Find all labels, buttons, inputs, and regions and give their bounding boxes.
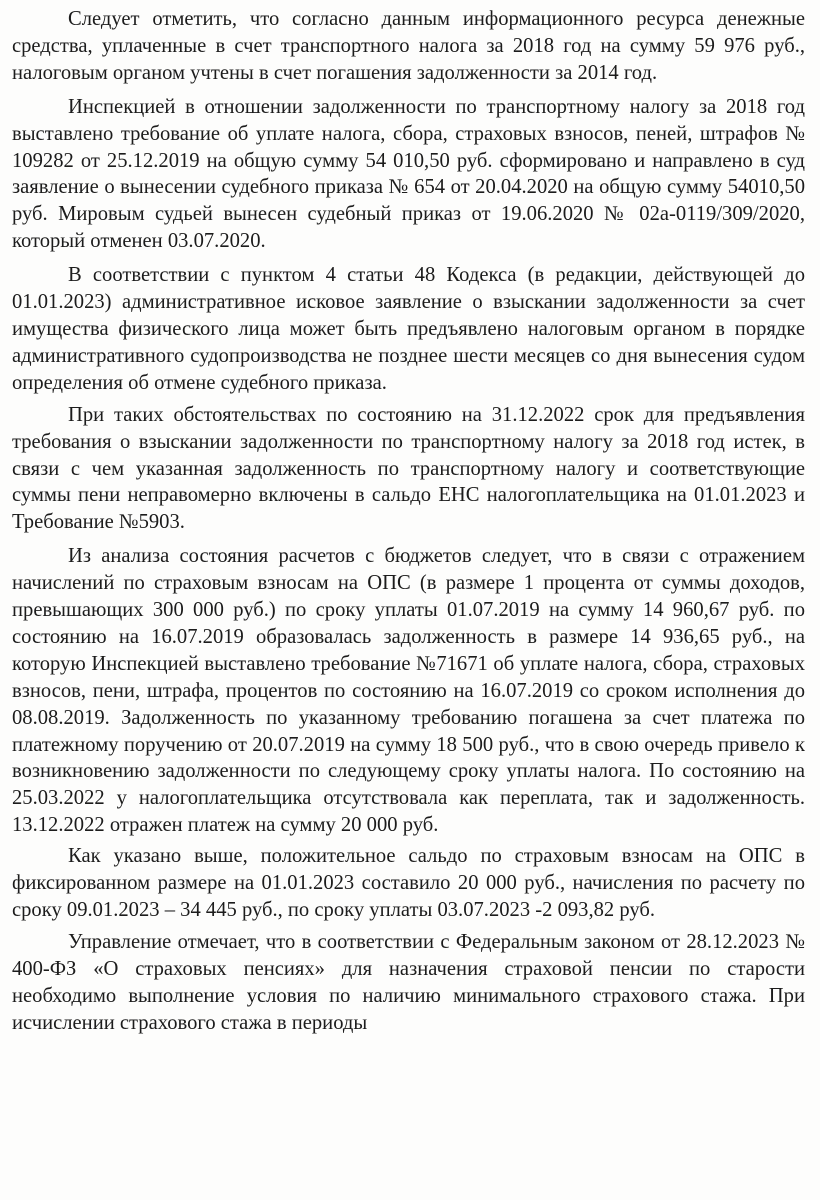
paragraph-6: Как указано выше, положительное сальдо по страховым взносам на ОПС в фиксированном размере на 01.01.2023 составило 20 000 руб., начисления по расчету по сроку 09.01.2023 – 34 445 руб., по сроку уплаты 03.07.2023 -2 093,82 руб. bbox=[12, 845, 805, 921]
paragraph-2: Инспекцией в отношении задолженности по транспортному налогу за 2018 год выставлено требование об уплате налога, сбора, страховых взносов, пеней, штрафов № 109282 от 25.12.2019 на общую сумму 54 010,50 руб. сформировано и направлено в суд заявление о вынесении судебного приказа № 654 от 20.04.2020 на общую сумму 54010,50 руб. Мировым судьей вынесен судебный приказ от 19.06.2020 № 02а-0119/309/2020, который отменен 03.07.2020. bbox=[12, 95, 805, 253]
paragraph-1: Следует отметить, что согласно данным информационного ресурса денежные средства, уплаченные в счет транспортного налога за 2018 год на сумму 59 976 руб., налоговым органом учтены в счет погашения задолженности за 2014 год. bbox=[12, 8, 805, 84]
paragraph-5: Из анализа состояния расчетов с бюджетов следует, что в связи с отражением начислений по страховым взносам на ОПС (в размере 1 процента от суммы доходов, превышающих 300 000 руб.) по сроку уплаты 01.07.2019 на сумму 14 960,67 руб. по состоянию на 16.07.2019 образовалась задолженность в размере 14 936,65 руб., на которую Инспекцией выставлено требование №71671 об уплате налога, сбора, страховых взносов, пени, штрафа, процентов по состоянию на 16.07.2019 со сроком исполнения до 08.08.2019. Задолженность по указанному требованию погашена за счет платежа по платежному поручению от 20.07.2019 на сумму 18 500 руб., что в свою очередь привело к возникновению задолженности по следующему сроку уплаты налога. По состоянию на 25.03.2022 у налогоплательщика отсутствовала как переплата, так и задолженность. 13.12.2022 отражен платеж на сумму 20 000 руб. bbox=[12, 545, 805, 837]
paragraph-7: Управление отмечает, что в соответствии с Федеральным законом от 28.12.2023 № 400-ФЗ «О страховых пенсиях» для назначения страховой пенсии по старости необходимо выполнение условия по наличию минимального страхового стажа. При исчислении страхового стажа в периоды bbox=[12, 930, 805, 1034]
paragraph-3: В соответствии с пунктом 4 статьи 48 Кодекса (в редакции, действующей до 01.01.2023) административное исковое заявление о взыскании задолженности за счет имущества физического лица может быть предъявлено налоговым органом в порядке административного судопроизводства не позднее шести месяцев со дня вынесения судом определения об отмене судебного приказа. bbox=[12, 264, 805, 394]
document-body bbox=[12, 6, 805, 1037]
paragraph-4: При таких обстоятельствах по состоянию на 31.12.2022 срок для предъявления требования о взыскании задолженности по транспортному налогу за 2018 год истек, в связи с чем указанная задолженность по транспортному налогу и соответствующие суммы пени неправомерно включены в сальдо ЕНС налогоплательщика на 01.01.2023 и Требование №5903. bbox=[12, 403, 805, 534]
